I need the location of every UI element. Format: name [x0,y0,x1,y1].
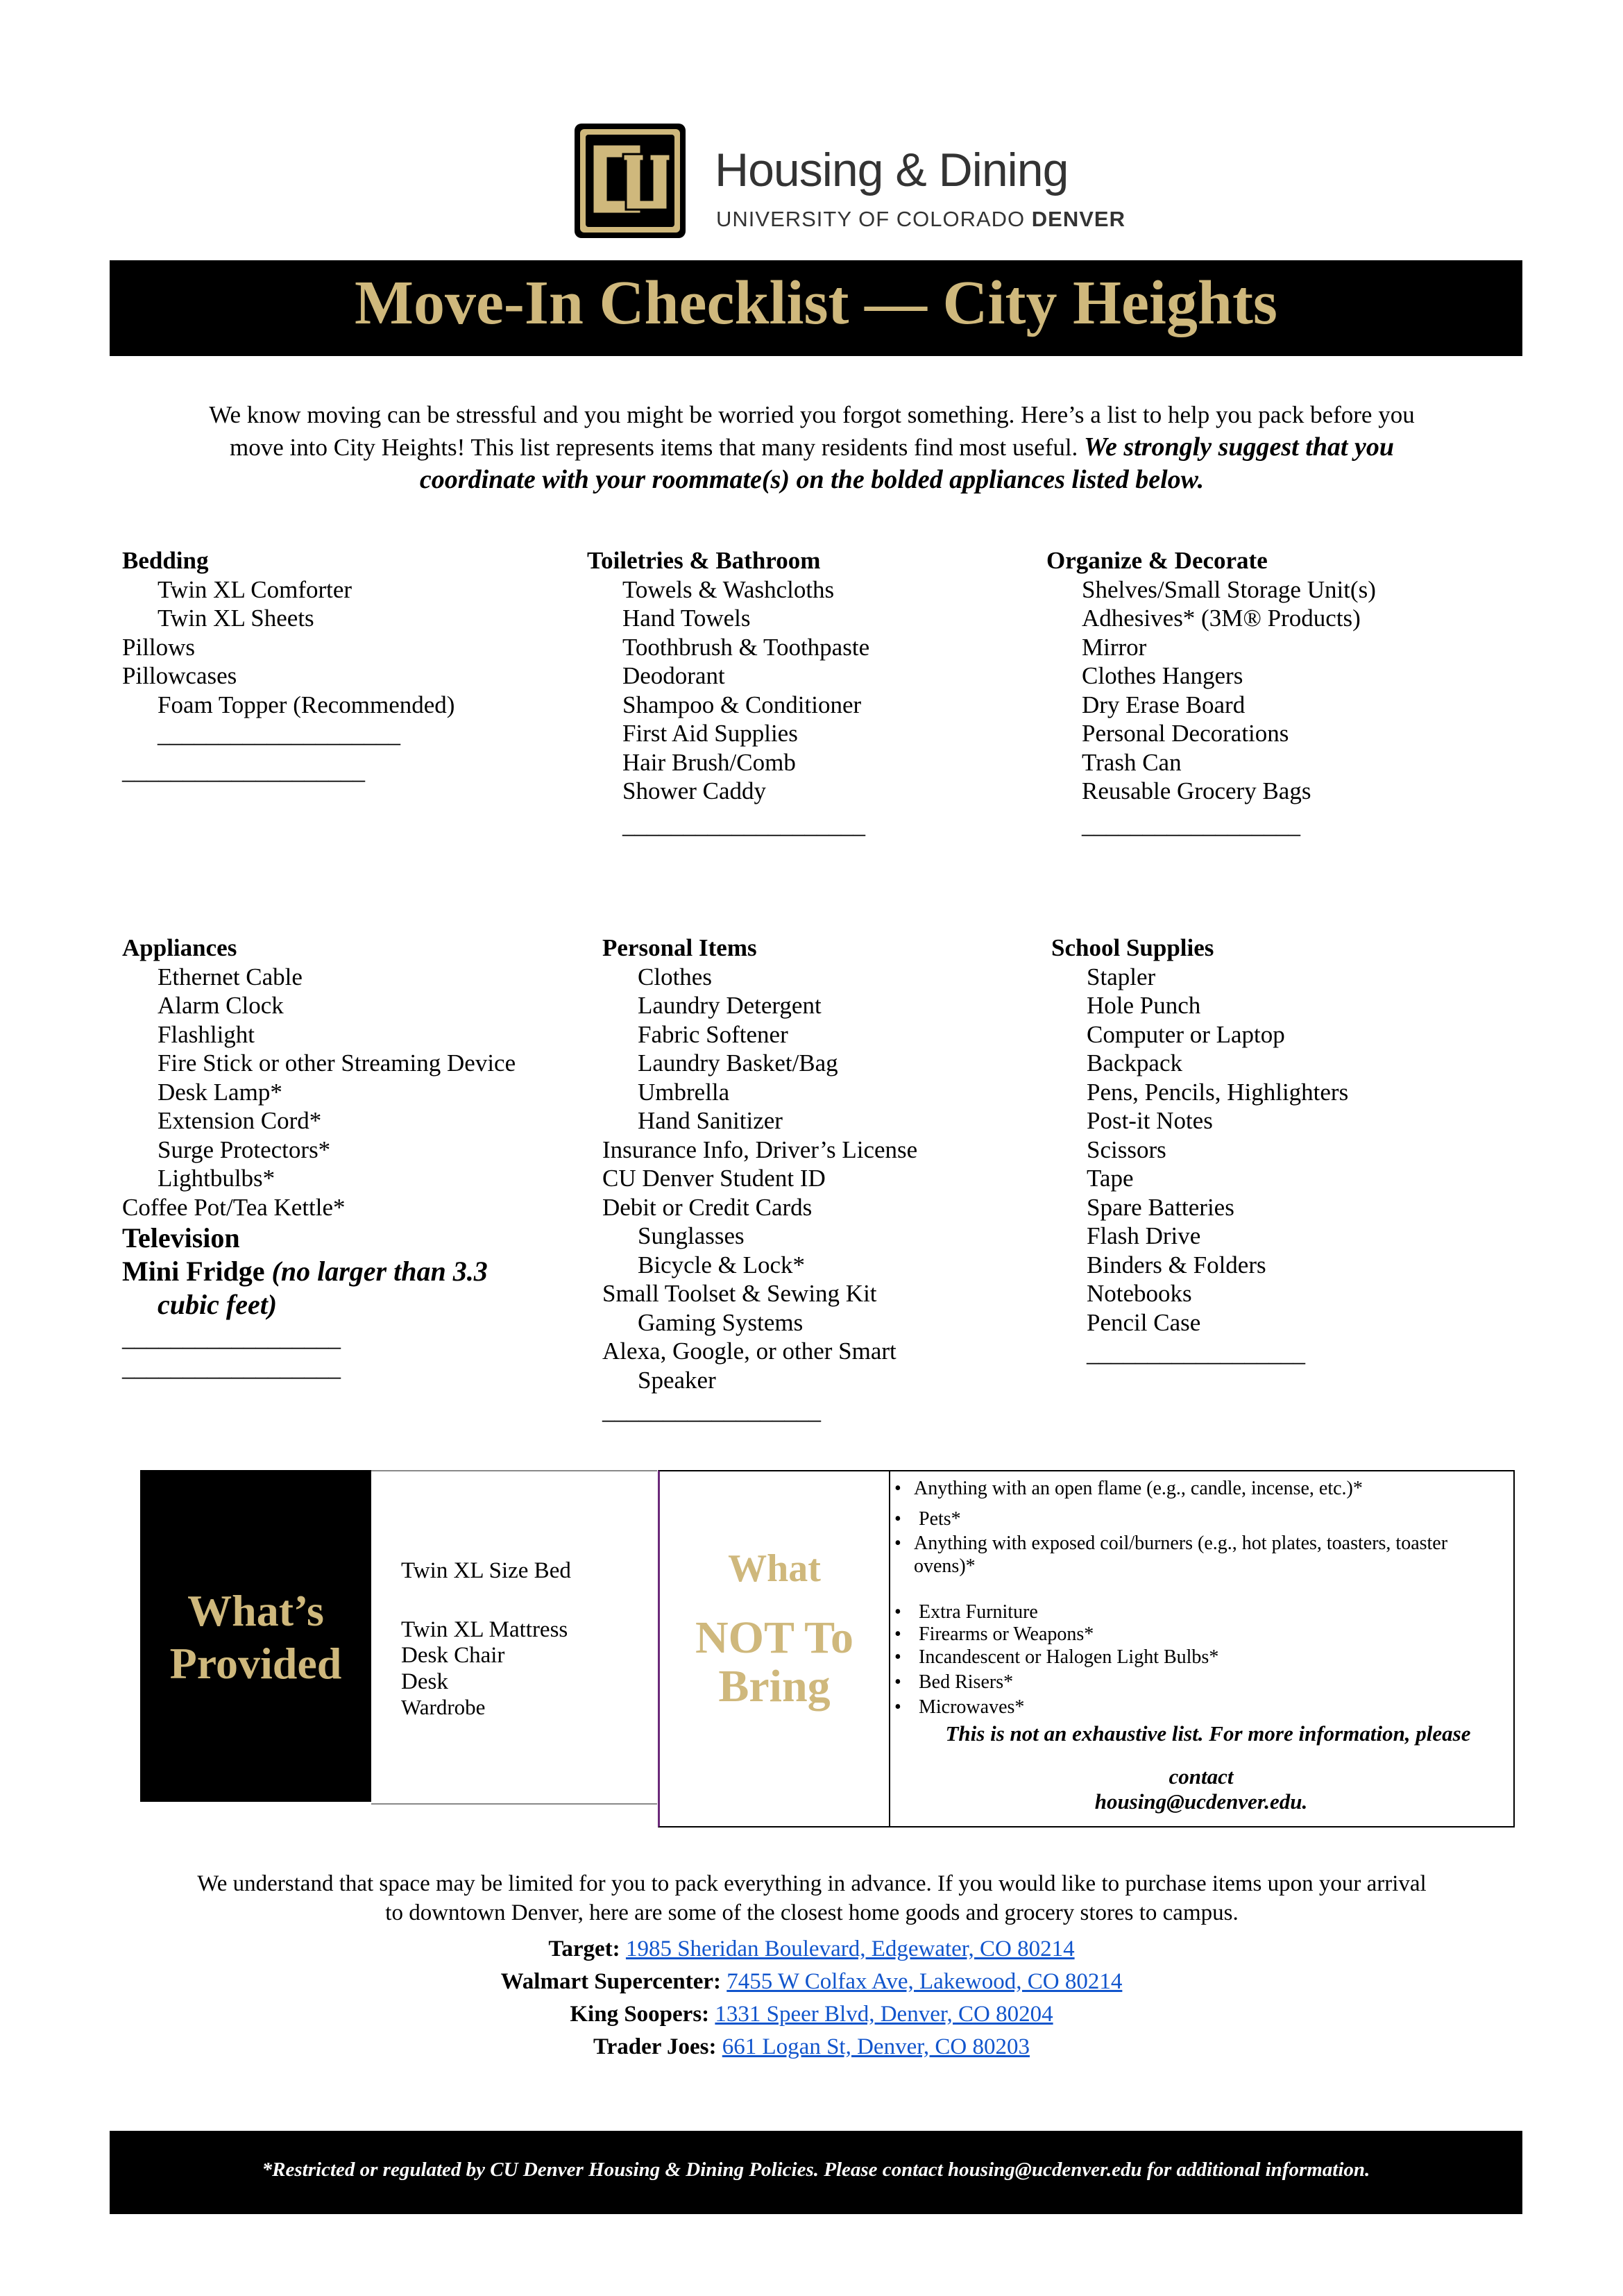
blank-line: __________________ [1082,811,1300,838]
list-item: CU Denver Student ID [602,1165,826,1192]
list-item: Surge Protectors* [158,1136,331,1163]
list-item: Mirror [1082,633,1147,661]
list-item: Personal Decorations [1082,720,1289,747]
list-item: Backpack [1087,1049,1182,1077]
not-bring-box [658,1470,1515,1827]
list-item: Shelves/Small Storage Unit(s) [1082,575,1376,603]
list-item: • Incandescent or Halogen Light Bulbs* [894,1646,1219,1668]
list-item: • Anything with exposed coil/burners (e.g., hot plates, toasters, toaster [894,1533,1448,1554]
appliances-section [122,934,516,1381]
page-title: Move-In Checklist — City Heights [355,269,1277,337]
list-item: Alarm Clock [158,992,284,1019]
organize-section [1046,546,1376,845]
store-address-link[interactable]: 1985 Sheridan Boulevard, Edgewater, CO 80214 [625,1936,1075,1961]
list-item: Flash Drive [1087,1222,1201,1249]
provided-list [371,1470,657,1805]
list-item: • Microwaves* [894,1696,1025,1718]
list-item: Spare Batteries [1087,1193,1234,1221]
list-item: Extension Cord* [158,1107,322,1134]
not-bring-note: This is not an exhaustive list. For more information, please [945,1721,1471,1746]
not-bring-title: What NOT To Bring [695,1547,854,1712]
provided-title-box [140,1470,371,1802]
list-item-bold: cubic feet) [158,1289,278,1320]
list-item: Hand Towels [622,605,751,632]
blank-line: ____________________ [158,720,400,748]
store-king-soopers: King Soopers: 1331 Speer Blvd, Denver, CO 80204 [570,2002,1053,2027]
list-item: Computer or Laptop [1087,1020,1285,1048]
footer-bar [110,2131,1522,2214]
list-item: Fabric Softener [638,1020,788,1048]
list-item-bold: Mini Fridge (no larger than 3.3 [122,1256,488,1287]
footer-text: *Restricted or regulated by CU Denver Housing & Dining Policies. Please contact housing@ucdenver.edu for additional information. [262,2159,1370,2181]
toiletries-section [587,546,869,845]
blank-line: __________________ [122,1354,341,1381]
list-item: Hole Punch [1087,992,1201,1019]
personal-section [602,934,917,1428]
intro-strong: We strongly suggest that you coordinate with your roommate(s) on the bolded appliances listed below. [419,432,1394,494]
list-item: Dry Erase Board [1082,691,1246,718]
logo-subtitle: UNIVERSITY OF COLORADO DENVER [716,207,1125,231]
store-walmart: Walmart Supercenter: 7455 W Colfax Ave, Lakewood, CO 80214 [500,1969,1123,1994]
list-item: Toothbrush & Toothpaste [622,633,870,661]
blank-line: ____________________ [622,811,865,838]
list-item: Scissors [1087,1136,1166,1163]
blank-line: __________________ [602,1397,821,1424]
logo [575,124,1123,242]
list-item: Alexa, Google, or other Smart [602,1337,897,1365]
list-item: Stapler [1087,963,1156,990]
list-item: Small Toolset & Sewing Kit [602,1280,877,1307]
list-item: Flashlight [158,1020,255,1048]
list-item: Umbrella [638,1078,730,1106]
appliances-heading: Appliances [122,934,237,961]
store-address-link[interactable]: 1331 Speer Blvd, Denver, CO 80204 [715,2002,1053,2027]
list-item: Reusable Grocery Bags [1082,777,1311,804]
list-item: Twin XL Size Bed [401,1558,571,1583]
blank-line: __________________ [1087,1340,1305,1367]
list-item: Wardrobe [401,1695,486,1719]
list-item: Shower Caddy [622,777,767,804]
school-section [1051,934,1348,1370]
list-item: Ethernet Cable [158,963,303,990]
list-item: Sunglasses [638,1222,745,1249]
list-item: Clothes Hangers [1082,662,1243,689]
store-address-link[interactable]: 661 Logan St, Denver, CO 80203 [722,2034,1030,2059]
intro-paragraph: We know moving can be stressful and you might be worried you forgot something. Here’s a list to help you pack before you move into City Heights! This list represents items that many residents find most useful. We strongly suggest that you coordinate with your roommate(s) on the bolded appliances listed below. [209,401,1415,494]
list-item: • Pets* [894,1508,961,1530]
list-item: Gaming Systems [638,1308,804,1336]
list-item: Pencil Case [1087,1308,1201,1336]
cu-logo-icon [575,124,686,238]
list-item: Binders & Folders [1087,1251,1266,1278]
blank-line: ____________________ [122,757,365,784]
list-item: Adhesives* (3M® Products) [1082,605,1361,632]
list-item: Trash Can [1082,748,1182,776]
organize-heading: Organize & Decorate [1046,547,1268,574]
list-item: Laundry Basket/Bag [638,1049,838,1077]
blank-line: __________________ [122,1324,341,1351]
list-item: • Extra Furniture [894,1601,1038,1623]
list-item: Twin XL Sheets [158,605,314,632]
list-item: Desk Lamp* [158,1078,282,1106]
personal-heading: Personal Items [602,934,757,961]
list-item: Insurance Info, Driver’s License [602,1136,918,1163]
list-item: Clothes [638,963,712,990]
list-item: Towels & Washcloths [622,575,835,603]
list-item: Twin XL Mattress [401,1617,568,1642]
title-banner [110,260,1522,356]
bedding-section [122,546,454,793]
list-item: • Anything with an open flame (e.g., candle, incense, etc.)* [894,1478,1363,1499]
list-item: Speaker [638,1366,716,1394]
logo-title: Housing & Dining [715,144,1069,196]
list-item: First Aid Supplies [622,720,798,747]
list-item: Laundry Detergent [638,992,822,1019]
list-item: Pens, Pencils, Highlighters [1087,1078,1349,1106]
list-item: Notebooks [1087,1280,1192,1307]
store-trader-joes: Trader Joes: 661 Logan St, Denver, CO 80203 [593,2034,1030,2059]
list-item: • Bed Risers* [894,1671,1014,1693]
toiletries-heading: Toiletries & Bathroom [587,547,821,574]
list-item: Twin XL Comforter [158,575,352,603]
store-address-link[interactable]: 7455 W Colfax Ave, Lakewood, CO 80214 [726,1969,1123,1994]
list-item: Tape [1087,1165,1134,1192]
store-target: Target: 1985 Sheridan Boulevard, Edgewater, CO 80214 [548,1936,1075,1961]
stores-intro: We understand that space may be limited for you to pack everything in advance. If you would like to purchase items upon your arrival to downtown Denver, here are some of the closest home goods and grocery stores to campus. [197,1871,1427,1925]
list-item: ovens)* [914,1555,976,1577]
list-item: Fire Stick or other Streaming Device [158,1049,516,1077]
list-item: Bicycle & Lock* [638,1251,806,1278]
list-item: Shampoo & Conditioner [622,691,862,718]
list-item: Deodorant [622,662,725,689]
list-item: Pillowcases [122,662,237,689]
list-item: Post-it Notes [1087,1107,1213,1134]
list-item: Pillows [122,633,196,661]
list-item-bold: Television [122,1222,240,1253]
not-bring-title-cell [660,1471,890,1826]
list-item: • Firearms or Weapons* [894,1623,1094,1645]
list-item: Foam Topper (Recommended) [158,691,455,718]
not-bring-note: contact [1169,1764,1234,1789]
list-item: Desk [401,1669,448,1694]
list-item: Coffee Pot/Tea Kettle* [122,1193,346,1221]
list-item: Hair Brush/Comb [622,748,796,776]
provided-title: What’s Provided [169,1586,342,1688]
not-bring-email: housing@ucdenver.edu. [1094,1789,1308,1814]
list-item: Hand Sanitizer [638,1107,783,1134]
list-item: Debit or Credit Cards [602,1193,813,1221]
bedding-heading: Bedding [122,547,209,574]
school-heading: School Supplies [1051,934,1214,961]
list-item: Desk Chair [401,1643,505,1668]
list-item: Lightbulbs* [158,1165,275,1192]
